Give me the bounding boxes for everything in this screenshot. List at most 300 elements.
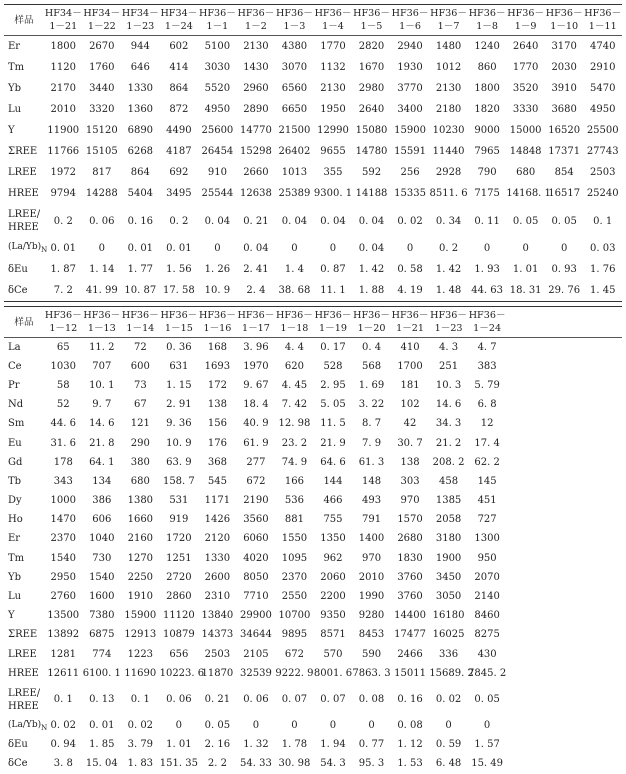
- sample-id-header: [160, 5, 199, 36]
- table-cell: 3. 22: [358, 399, 385, 411]
- empty-cell: [583, 434, 622, 453]
- table-cell: 11900: [47, 124, 80, 136]
- table-cell: 4380: [281, 40, 308, 52]
- sample-id-header: [314, 5, 353, 36]
- table-cell: 1970: [243, 360, 269, 372]
- table-cell: 30. 7: [397, 437, 423, 449]
- row-label: δCe: [8, 758, 28, 770]
- sample-id-header: [391, 307, 430, 338]
- sample-id-header: [468, 5, 507, 36]
- table-cell: 1720: [166, 533, 192, 545]
- sample-id-header: [83, 307, 122, 338]
- table-cell: 1660: [127, 514, 154, 526]
- table-cell: 0. 17: [320, 341, 346, 353]
- table-cell: 0. 01: [50, 242, 76, 254]
- table-cell: 134: [92, 475, 112, 487]
- table-cell: 11. 1: [320, 284, 346, 296]
- sample-id-number: 1－20: [357, 323, 386, 334]
- table-cell: 11766: [47, 145, 80, 157]
- table-cell: 620: [284, 360, 304, 372]
- table-cell: 950: [477, 552, 497, 564]
- sample-id-prefix: HF36－: [507, 8, 545, 19]
- empty-cell: [545, 415, 584, 434]
- sample-id-prefix: HF34－: [83, 8, 121, 19]
- table-cell: 0. 1: [130, 694, 150, 706]
- empty-cell: [545, 607, 584, 626]
- table-cell: 343: [53, 475, 73, 487]
- table-cell: 6875: [89, 629, 115, 641]
- table-cell: 3330: [512, 103, 539, 115]
- table-cell: 1. 14: [89, 263, 115, 275]
- row-label: HREE: [8, 667, 39, 679]
- table-cell: 727: [477, 514, 497, 526]
- table-cell: 1. 56: [166, 263, 192, 275]
- row-label: δCe: [8, 284, 28, 296]
- table-cell: 414: [169, 61, 189, 73]
- table-cell: 12: [480, 418, 494, 430]
- table-cell: 0. 02: [50, 719, 76, 731]
- row-label: $(La/Yb)_N$: [8, 242, 48, 254]
- table-cell: 16025: [432, 629, 465, 641]
- table-cell: 8275: [474, 629, 500, 641]
- table-cell: 0: [522, 242, 529, 254]
- table-cell: 3. 79: [127, 739, 154, 751]
- sample-id-number: 1－11: [588, 21, 617, 32]
- row-label: Dy: [8, 495, 22, 507]
- empty-cell: [583, 645, 622, 664]
- table-cell: 0: [445, 719, 452, 731]
- table-row: [4, 472, 622, 491]
- table-cell: 0. 04: [320, 215, 346, 227]
- empty-cell: [583, 492, 622, 511]
- table-cell: 1. 01: [166, 739, 192, 751]
- row-label: Nd: [8, 399, 24, 411]
- table-cell: 3050: [435, 591, 462, 603]
- table-cell: 2960: [243, 82, 269, 94]
- table-cell: 8460: [474, 610, 500, 622]
- empty-cell: [545, 683, 584, 716]
- table-cell: 1040: [89, 533, 115, 545]
- table-cell: 4740: [589, 40, 616, 52]
- sample-id-header: [83, 5, 122, 36]
- table-cell: 14400: [394, 610, 426, 622]
- table-cell: 570: [323, 648, 343, 660]
- table-cell: 25389: [278, 187, 311, 199]
- empty-cell: [506, 434, 545, 453]
- table-cell: 1770: [320, 40, 346, 52]
- table-cell: 7863. 3: [352, 667, 391, 679]
- table-cell: 2010: [50, 103, 76, 115]
- table-cell: 0. 16: [397, 694, 423, 706]
- table-cell: 10879: [162, 629, 195, 641]
- table-cell: 3030: [204, 61, 231, 73]
- table-cell: 9794: [50, 187, 76, 199]
- table-cell: 1251: [166, 552, 192, 564]
- table-cell: 148: [361, 475, 382, 487]
- table-cell: 0. 11: [474, 215, 500, 227]
- ree-table-part-2: [4, 307, 622, 774]
- table-cell: 0. 21: [204, 694, 231, 706]
- table-cell: 34644: [240, 629, 272, 641]
- table-cell: 790: [477, 166, 497, 178]
- table-cell: 1330: [127, 82, 154, 94]
- table-cell: 0. 36: [166, 341, 192, 353]
- table-cell: 15080: [355, 124, 388, 136]
- table-cell: 16517: [548, 187, 581, 199]
- empty-cell: [545, 434, 584, 453]
- table-cell: 8050: [243, 571, 269, 583]
- empty-cell: [506, 338, 545, 358]
- row-label: Y: [8, 610, 15, 622]
- table-cell: 0. 06: [166, 694, 192, 706]
- table-cell: 5. 05: [320, 399, 346, 411]
- table-cell: 6100. 1: [82, 667, 121, 679]
- table-cell: 1800: [474, 82, 500, 94]
- table-cell: 1972: [50, 166, 76, 178]
- table-cell: 73: [133, 379, 147, 391]
- table-cell: 12. 98: [278, 418, 311, 430]
- sample-id-prefix: HF36－: [468, 310, 506, 321]
- table-cell: 17371: [548, 145, 581, 157]
- sample-id-number: 1－10: [550, 21, 579, 32]
- table-cell: 493: [361, 495, 382, 507]
- empty-cell: [506, 683, 545, 716]
- table-cell: 4. 4: [284, 341, 304, 353]
- table-cell: 9350: [320, 610, 346, 622]
- empty-cell: [545, 453, 584, 472]
- row-label: Eu: [8, 437, 22, 449]
- table-cell: 2720: [166, 571, 192, 583]
- table-cell: 3070: [281, 61, 308, 73]
- table-cell: 256: [400, 166, 420, 178]
- table-cell: 3760: [397, 591, 423, 603]
- table-cell: 458: [439, 475, 459, 487]
- table-cell: 410: [400, 341, 420, 353]
- table-cell: 4490: [166, 124, 192, 136]
- table-cell: 1990: [358, 591, 385, 603]
- table-cell: 0. 07: [281, 694, 308, 706]
- table-cell: 680: [130, 475, 150, 487]
- empty-cell: [506, 549, 545, 568]
- table-cell: 10. 1: [89, 379, 115, 391]
- table-cell: 1. 32: [243, 739, 269, 751]
- table-cell: 0. 04: [281, 215, 308, 227]
- table-cell: 10. 3: [435, 379, 462, 391]
- table-cell: 2. 91: [166, 399, 192, 411]
- empty-cell: [545, 396, 584, 415]
- table-cell: 3. 8: [53, 758, 73, 770]
- row-label: La: [8, 341, 21, 353]
- empty-cell: [545, 736, 584, 755]
- table-cell: 0. 06: [89, 215, 115, 227]
- table-cell: 2058: [435, 514, 462, 526]
- table-cell: 5100: [204, 40, 231, 52]
- table-cell: 145: [477, 475, 497, 487]
- row-label: Gd: [8, 456, 23, 468]
- empty-cell: [545, 530, 584, 549]
- table-cell: 290: [130, 437, 150, 449]
- table-cell: 158. 7: [162, 475, 195, 487]
- table-cell: 355: [323, 166, 343, 178]
- sample-id-prefix: HF36－: [237, 310, 275, 321]
- table-cell: 383: [477, 360, 497, 372]
- empty-header-cell: [506, 307, 545, 338]
- table-cell: 2980: [358, 82, 385, 94]
- table-cell: 12990: [317, 124, 349, 136]
- table-row: [4, 549, 622, 568]
- table-cell: 5. 79: [474, 379, 500, 391]
- table-cell: 3770: [397, 82, 423, 94]
- table-cell: 0. 77: [358, 739, 385, 751]
- table-cell: 61. 3: [358, 456, 385, 468]
- table-cell: 3560: [243, 514, 269, 526]
- table-row: [4, 36, 622, 58]
- sample-id-header: [275, 5, 314, 36]
- empty-cell: [545, 664, 584, 683]
- sample-id-prefix: HF36－: [391, 8, 429, 19]
- table-cell: 44. 63: [471, 284, 504, 296]
- table-cell: 430: [477, 648, 497, 660]
- table-cell: 4. 7: [477, 341, 497, 353]
- row-label: Lu: [8, 103, 22, 115]
- table-cell: 3680: [551, 103, 577, 115]
- table-cell: 4. 3: [439, 341, 459, 353]
- table-cell: 15011: [394, 667, 426, 679]
- empty-header-cell: [583, 307, 622, 338]
- table-cell: 774: [92, 648, 112, 660]
- table-cell: 6268: [127, 145, 154, 157]
- table-cell: 277: [246, 456, 266, 468]
- table-cell: 0: [175, 719, 183, 731]
- table-row: [4, 280, 622, 301]
- table-cell: 14770: [240, 124, 272, 136]
- table-cell: 18. 31: [509, 284, 542, 296]
- sample-id-header: [583, 5, 622, 36]
- table-cell: 0: [483, 719, 491, 731]
- table-cell: 251: [439, 360, 459, 372]
- table-cell: 8001. 6: [313, 667, 353, 679]
- table-cell: 2130: [435, 82, 462, 94]
- empty-cell: [506, 664, 545, 683]
- table-cell: 15. 04: [85, 758, 118, 770]
- table-cell: 1. 12: [397, 739, 423, 751]
- table-cell: 26454: [201, 145, 234, 157]
- empty-cell: [506, 736, 545, 755]
- empty-cell: [545, 645, 584, 664]
- table-cell: 11. 2: [89, 341, 115, 353]
- table-cell: 0. 08: [358, 694, 385, 706]
- table-cell: 29. 76: [548, 284, 581, 296]
- row-label: δEu: [8, 739, 28, 751]
- table-cell: 1120: [50, 61, 76, 73]
- sample-id-header: [44, 5, 83, 36]
- table-row: [4, 530, 622, 549]
- table-cell: 9300. 1: [313, 187, 353, 199]
- table-cell: 1095: [281, 552, 308, 564]
- table-cell: 680: [516, 166, 536, 178]
- table-cell: 0: [291, 719, 298, 731]
- table-cell: 1. 26: [204, 263, 231, 275]
- table-cell: 1550: [281, 533, 308, 545]
- table-cell: 3400: [397, 103, 423, 115]
- table-cell: 15. 49: [471, 758, 504, 770]
- table-cell: 2760: [50, 591, 76, 603]
- row-label: Tm: [8, 552, 25, 564]
- table-cell: 8571: [320, 629, 346, 641]
- sample-id-number: 1－3: [283, 21, 306, 32]
- row-label: Lu: [8, 591, 22, 603]
- table-cell: 42: [403, 418, 417, 430]
- table-cell: 1570: [397, 514, 423, 526]
- table-cell: 15900: [124, 610, 157, 622]
- table-cell: 2140: [474, 591, 500, 603]
- table-cell: 121: [130, 418, 150, 430]
- table-cell: 0. 16: [127, 215, 154, 227]
- table-cell: 15335: [394, 187, 426, 199]
- table-cell: 600: [130, 360, 150, 372]
- table-cell: 9280: [358, 610, 385, 622]
- table-cell: 52: [56, 399, 70, 411]
- table-cell: 2. 2: [207, 758, 227, 770]
- table-cell: 32539: [240, 667, 272, 679]
- table-cell: 2660: [243, 166, 269, 178]
- table-cell: 8453: [358, 629, 385, 641]
- table-cell: 10230: [432, 124, 465, 136]
- table-cell: 6. 48: [435, 758, 462, 770]
- sample-id-header: [237, 5, 276, 36]
- table-cell: 16180: [432, 610, 465, 622]
- table-cell: 3320: [89, 103, 115, 115]
- row-label: Yb: [8, 82, 22, 94]
- table-cell: 0. 2: [169, 215, 189, 227]
- table-cell: 12638: [240, 187, 272, 199]
- table-cell: 451: [477, 495, 497, 507]
- table-cell: 864: [130, 166, 150, 178]
- table-body: [4, 36, 622, 302]
- table-cell: 2060: [320, 571, 346, 583]
- empty-cell: [506, 587, 545, 606]
- table-cell: 5404: [127, 187, 154, 199]
- table-cell: 21. 2: [435, 437, 462, 449]
- table-cell: 0: [252, 719, 260, 731]
- empty-cell: [583, 568, 622, 587]
- empty-cell: [506, 716, 545, 735]
- empty-cell: [583, 530, 622, 549]
- sample-id-prefix: HF36－: [314, 310, 352, 321]
- table-cell: 1330: [204, 552, 231, 564]
- sample-id-header: [275, 307, 314, 338]
- sample-id-header: [429, 307, 468, 338]
- table-cell: 14288: [85, 187, 118, 199]
- sample-id-number: 1－24: [164, 21, 193, 32]
- table-cell: 1800: [50, 40, 76, 52]
- table-cell: 3760: [397, 571, 423, 583]
- table-cell: 872: [169, 103, 189, 115]
- table-cell: 303: [400, 475, 420, 487]
- table-cell: 1. 42: [358, 263, 385, 275]
- sample-id-number: 1－16: [203, 323, 232, 334]
- empty-cell: [545, 587, 584, 606]
- table-cell: 1380: [127, 495, 154, 507]
- table-row: [4, 238, 622, 259]
- empty-cell: [545, 716, 584, 735]
- table-cell: 0. 34: [435, 215, 462, 227]
- sample-id-prefix: HF36－: [545, 8, 583, 19]
- sample-id-header: [429, 5, 468, 36]
- table-cell: 531: [169, 495, 189, 507]
- empty-cell: [545, 357, 584, 376]
- table-cell: 0: [329, 242, 337, 254]
- empty-cell: [583, 736, 622, 755]
- row-label: Y: [8, 124, 15, 136]
- table-cell: 1. 53: [397, 758, 423, 770]
- table-cell: 1820: [474, 103, 500, 115]
- table-cell: 0. 2: [53, 215, 73, 227]
- table-cell: 1400: [358, 533, 385, 545]
- sample-id-number: 1－4: [322, 21, 344, 32]
- table-cell: 2820: [358, 40, 385, 52]
- table-cell: 2. 41: [243, 263, 269, 275]
- table-cell: 3450: [435, 571, 462, 583]
- table-cell: 910: [207, 166, 227, 178]
- table-cell: 2180: [435, 103, 462, 115]
- table-row: [4, 259, 622, 280]
- empty-cell: [506, 415, 545, 434]
- table-cell: 12913: [124, 629, 157, 641]
- table-cell: 1693: [204, 360, 231, 372]
- empty-cell: [506, 645, 545, 664]
- table-cell: 646: [130, 61, 150, 73]
- table-cell: 944: [130, 40, 150, 52]
- table-cell: 0: [98, 242, 105, 254]
- sample-id-number: 1－13: [87, 323, 116, 334]
- sample-id-prefix: HF36－: [468, 8, 506, 19]
- table-cell: 25600: [201, 124, 234, 136]
- sample-id-prefix: HF36－: [314, 8, 352, 19]
- table-cell: 11120: [162, 610, 195, 622]
- sample-id-prefix: HF36－: [276, 8, 313, 19]
- table-cell: 15000: [509, 124, 542, 136]
- table-cell: 3495: [166, 187, 192, 199]
- table-cell: 7. 9: [361, 437, 382, 449]
- table-cell: 536: [284, 495, 304, 507]
- table-cell: 2860: [166, 591, 192, 603]
- table-cell: 707: [92, 360, 112, 372]
- table-cell: 67: [133, 399, 147, 411]
- sample-id-prefix: HF36－: [160, 310, 198, 321]
- table-cell: 854: [554, 166, 574, 178]
- table-cell: 1223: [127, 648, 154, 660]
- table-cell: 7. 42: [281, 399, 308, 411]
- table-cell: 21. 8: [89, 437, 115, 449]
- table-cell: 95. 3: [358, 758, 385, 770]
- table-cell: 1700: [397, 360, 423, 372]
- empty-cell: [583, 683, 622, 716]
- sample-id-header: [468, 307, 507, 338]
- empty-cell: [583, 396, 622, 415]
- table-cell: 1760: [89, 61, 115, 73]
- table-cell: 7965: [474, 145, 500, 157]
- table-header-row: [4, 5, 622, 36]
- table-cell: 14780: [355, 145, 388, 157]
- empty-cell: [583, 626, 622, 645]
- sample-id-header: [391, 5, 430, 36]
- empty-cell: [506, 530, 545, 549]
- table-cell: 0. 59: [435, 739, 462, 751]
- empty-cell: [506, 357, 545, 376]
- empty-cell: [583, 664, 622, 683]
- table-row: [4, 607, 622, 626]
